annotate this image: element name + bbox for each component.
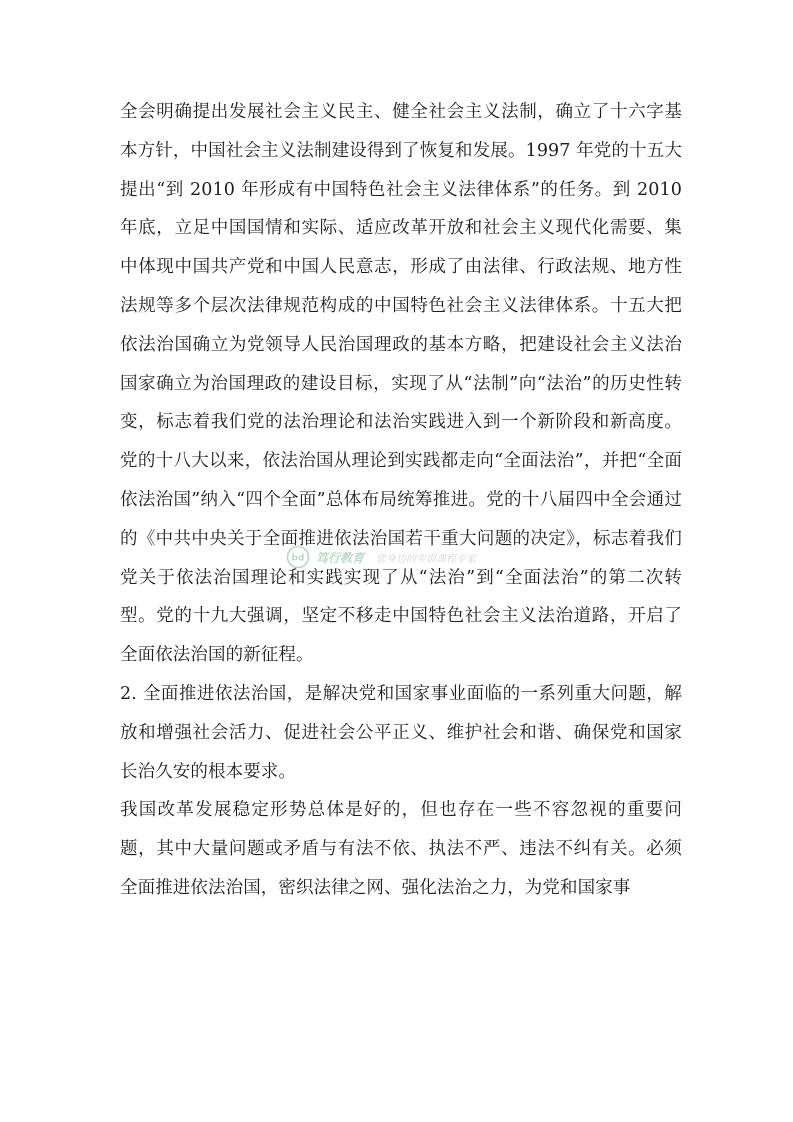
watermark-name: 笃行教育 (316, 550, 365, 565)
watermark-logo-text: bd (291, 553, 305, 564)
paragraph-history: 全会明确提出发展社会主义民主、健全社会主义法制，确立了十六字基本方针，中国社会主义法制建设得到了恢复和发展。1997 年党的十五大提出“到 2010 年形成有中国特色社会主义法律体系”的任务。到 2010 年底，立足中国国情和实际、适应改革开放和社会主义现代化需要、集中体现中国共产党和中国人民意志，形成了由法律、行政法规、地方性法规等多个层次法律规范构成的中国特色社会主义法律体系。十五大把依法治国确立为党领导人民治国理政的基本方略，把建设社会主义法治国家确立为治国理政的建设目标，实现了从“法制”向“法治”的历史性转变，标志着我们党的法治理论和法治实践进入到一个新阶段和新高度。党的十八大以来，依法治国从理论到实践都走向“全面法治”，并把“全面依法治国”纳入“四个全面”总体布局统筹推进。党的十八届四中全会通过的《中共中央关于全面推进依法治国若干重大问题的决定》，标志着我们党关于依法治国理论和实践实现了从“法治”到“全面法治”的第二次转型。党的十九大强调，坚定不移走中国特色社会主义法治道路，开启了全面依法治国的新征程。 (120, 102, 682, 666)
watermark-slogan: 您身边的实训课程专家 (376, 553, 477, 565)
document-body (120, 93, 682, 908)
paragraph-point-2: 2. 全面推进依法治国，是解决党和国家事业面临的一系列重大问题，解放和增强社会活力、促进社会公平正义、维护社会和谐、确保党和国家长治久安的根本要求。 (120, 683, 682, 782)
paragraph-reform: 我国改革发展稳定形势总体是好的，但也存在一些不容忽视的重要问题，其中大量问题或矛盾与有法不依、执法不严、违法不纠有关。必须全面推进依法治国，密织法律之网、强化法治之力，为党和国家事 (120, 800, 682, 898)
